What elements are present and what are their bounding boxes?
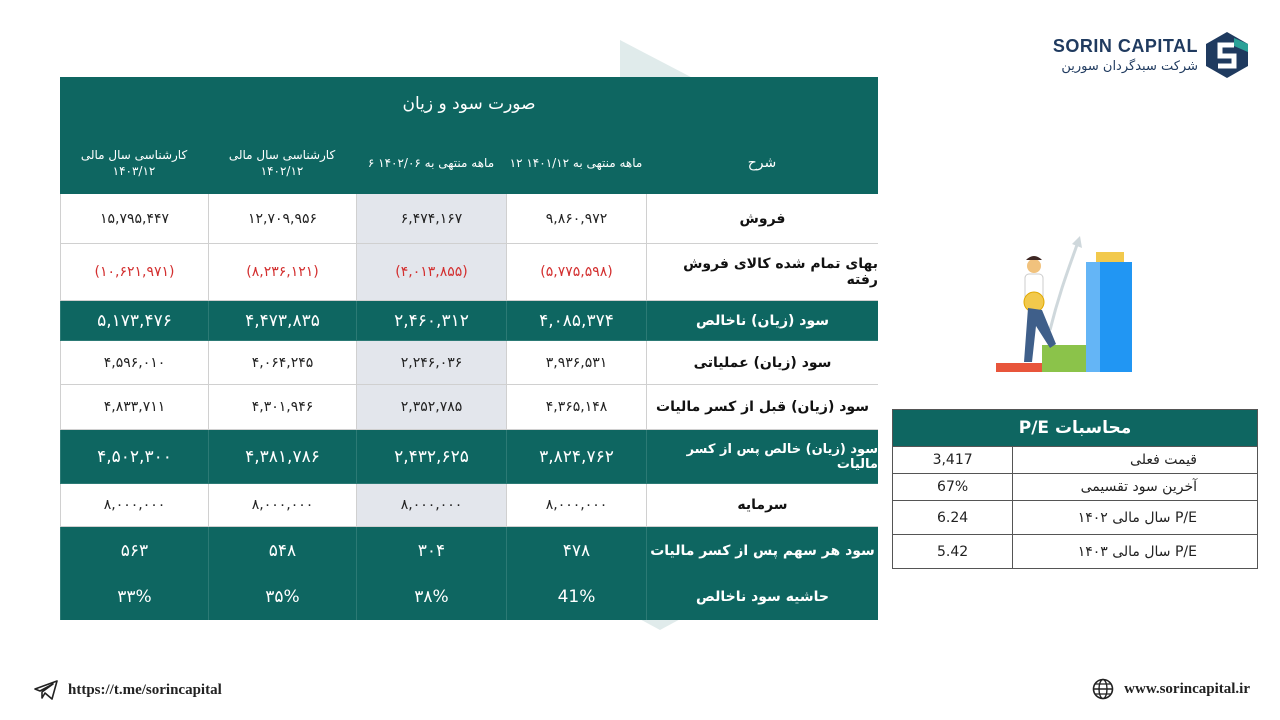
row-value: ۱۵,۷۹۵,۴۴۷ xyxy=(60,194,208,244)
row-value: ۸,۰۰۰,۰۰۰ xyxy=(60,484,208,527)
pe-value: 6.24 xyxy=(937,509,969,526)
pe-calculation-table xyxy=(892,409,1258,569)
row-value: ۴,۵۰۲,۳۰۰ xyxy=(60,430,208,484)
row-value: ۵۶۳ xyxy=(60,527,208,574)
header-desc: شرح xyxy=(747,154,777,171)
row-value-negative: (۵,۷۷۵,۵۹۸) xyxy=(506,244,646,301)
row-value: ۲,۴۶۰,۳۱۲ xyxy=(356,301,506,341)
pe-row xyxy=(893,473,1257,500)
row-value: ۴,۳۶۵,۱۴۸ xyxy=(506,385,646,430)
row-value: ۴,۸۳۳,۷۱۱ xyxy=(60,385,208,430)
row-label: سود (زیان) عملیاتی xyxy=(646,341,878,385)
pe-title: محاسبات P/E xyxy=(893,410,1257,446)
row-value: ۴۷۸ xyxy=(506,527,646,574)
header-col4: کارشناسی سال مالی ۱۴۰۳/۱۲ xyxy=(80,147,188,178)
table-title: صورت سود و زیان xyxy=(60,77,878,132)
row-value: ۵۴۸ xyxy=(208,527,356,574)
header-col3: کارشناسی سال مالی ۱۴۰۲/۱۲ xyxy=(228,147,336,178)
row-value-negative: (۸,۲۳۶,۱۲۱) xyxy=(208,244,356,301)
table-row xyxy=(60,527,878,574)
row-label: حاشیه سود ناخالص xyxy=(646,574,878,620)
pe-value: 67% xyxy=(937,479,969,495)
row-value: ۳,۸۲۴,۷۶۲ xyxy=(506,430,646,484)
pe-row xyxy=(893,500,1257,534)
row-value: ۲,۴۳۲,۶۲۵ xyxy=(356,430,506,484)
pe-row xyxy=(893,446,1257,473)
row-label: سود هر سهم پس از کسر مالیات xyxy=(646,527,878,574)
website-link[interactable] xyxy=(1092,678,1250,700)
row-value-negative: (۴,۰۱۳,۸۵۵) xyxy=(356,244,506,301)
telegram-url[interactable]: https://t.me/sorincapital xyxy=(68,681,222,698)
row-value: ۸,۰۰۰,۰۰۰ xyxy=(208,484,356,527)
row-value: ۶,۴۷۴,۱۶۷ xyxy=(356,194,506,244)
table-row xyxy=(60,430,878,484)
row-value: ۴,۳۸۱,۷۸۶ xyxy=(208,430,356,484)
telegram-icon xyxy=(34,680,58,700)
row-label: فروش xyxy=(646,194,878,244)
row-value: ۲,۳۵۲,۷۸۵ xyxy=(356,385,506,430)
pe-row xyxy=(893,534,1257,568)
income-statement-table xyxy=(60,77,878,620)
pe-value: 5.42 xyxy=(937,543,969,560)
table-row xyxy=(60,244,878,301)
row-label: سرمایه xyxy=(646,484,878,527)
row-value: ۳۳% xyxy=(60,574,208,620)
row-label: سود (زیان) ناخالص xyxy=(646,301,878,341)
brand-logo xyxy=(1053,30,1250,80)
row-label: سود (زیان) قبل از کسر مالیات xyxy=(646,385,878,430)
row-value: ۹,۸۶۰,۹۷۲ xyxy=(506,194,646,244)
row-value: ۱۲,۷۰۹,۹۵۶ xyxy=(208,194,356,244)
sorin-logo-icon xyxy=(1204,30,1250,80)
row-value: ۴,۴۷۳,۸۳۵ xyxy=(208,301,356,341)
row-value: ۲,۲۴۶,۰۳۶ xyxy=(356,341,506,385)
table-row xyxy=(60,484,878,527)
table-row xyxy=(60,341,878,385)
row-value: ۳,۹۳۶,۵۳۱ xyxy=(506,341,646,385)
pe-label: P/E سال مالی ۱۴۰۲ xyxy=(1012,501,1257,534)
row-value: ۳۰۴ xyxy=(356,527,506,574)
row-value-negative: (۱۰,۶۲۱,۹۷۱) xyxy=(60,244,208,301)
header-col1: ۱۲ ماهه منتهی به ۱۴۰۱/۱۲ xyxy=(509,155,643,170)
row-value: ۵,۱۷۳,۴۷۶ xyxy=(60,301,208,341)
row-value: ۳۵% xyxy=(208,574,356,620)
pe-label: آخرین سود تقسیمی xyxy=(1012,474,1257,500)
row-value: ۴,۵۹۶,۰۱۰ xyxy=(60,341,208,385)
row-value: ۸,۰۰۰,۰۰۰ xyxy=(356,484,506,527)
row-value: ۸,۰۰۰,۰۰۰ xyxy=(506,484,646,527)
table-header-row xyxy=(60,132,878,194)
brand-name-fa: شرکت سبدگردان سورین xyxy=(1061,59,1198,74)
row-value: ۴,۰۶۴,۲۴۵ xyxy=(208,341,356,385)
website-url[interactable]: www.sorincapital.ir xyxy=(1124,680,1250,697)
row-label: سود (زیان) خالص پس از کسر مالیات xyxy=(646,430,878,484)
row-value: 41% xyxy=(506,574,646,620)
telegram-link[interactable] xyxy=(34,680,222,700)
row-value: ۴,۰۸۵,۳۷۴ xyxy=(506,301,646,341)
table-row xyxy=(60,385,878,430)
table-row xyxy=(60,574,878,620)
row-value: ۳۸% xyxy=(356,574,506,620)
row-value: ۴,۳۰۱,۹۴۶ xyxy=(208,385,356,430)
table-row xyxy=(60,301,878,341)
brand-name-en: SORIN CAPITAL xyxy=(1052,36,1198,56)
table-row xyxy=(60,194,878,244)
pe-label: قیمت فعلی xyxy=(1012,447,1257,473)
growth-illustration xyxy=(990,230,1140,375)
pe-label: P/E سال مالی ۱۴۰۳ xyxy=(1012,535,1257,568)
globe-icon xyxy=(1092,678,1114,700)
pe-value: 3,417 xyxy=(932,452,973,468)
header-col2: ۶ ماهه منتهی به ۱۴۰۲/۰۶ xyxy=(367,155,495,170)
row-label: بهای تمام شده کالای فروش رفته xyxy=(646,244,878,301)
